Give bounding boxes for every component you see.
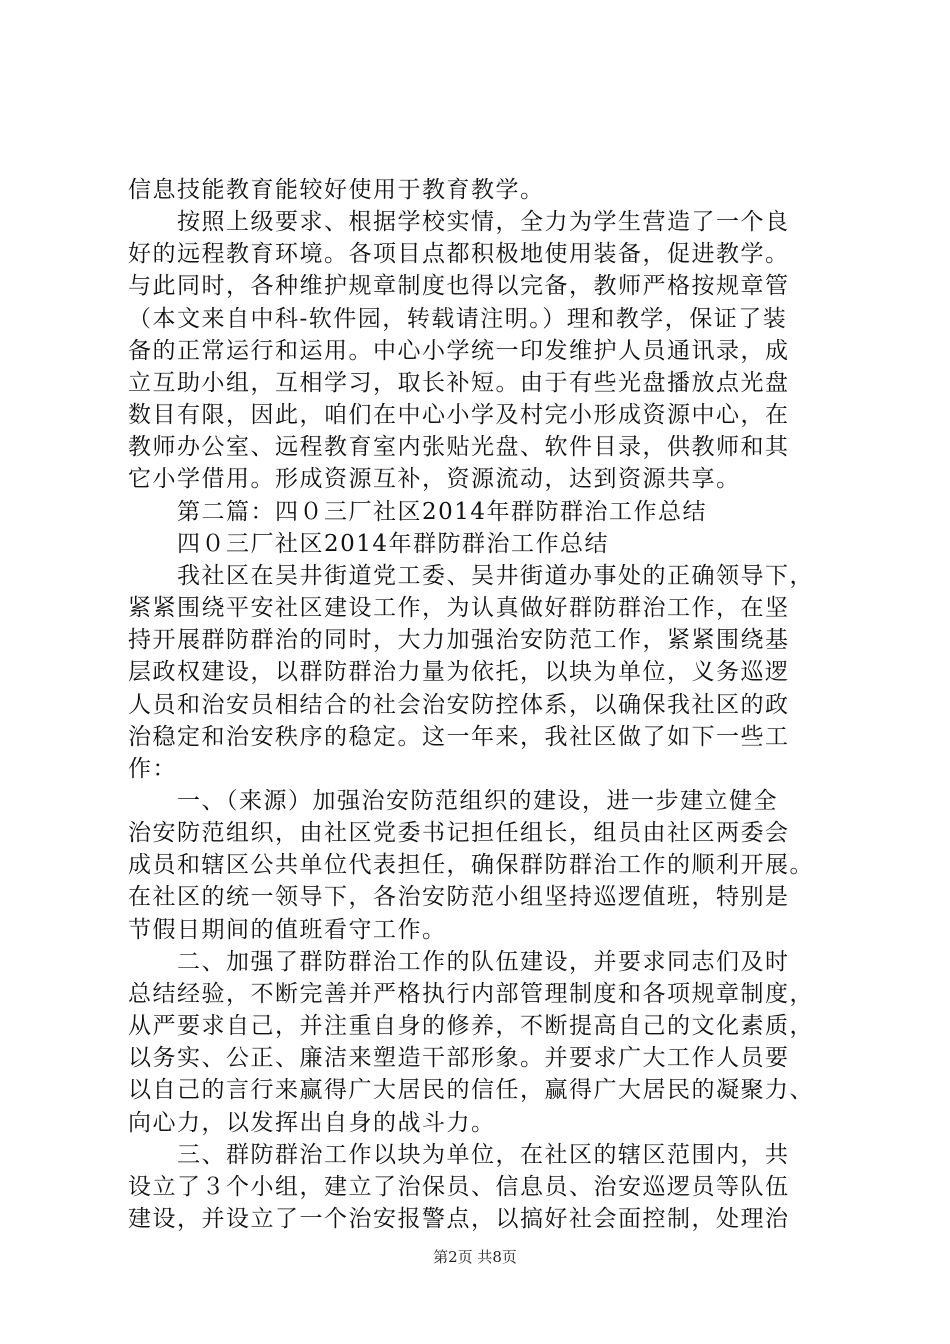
text-line: （本文来自中科-软件园，转载请注明。）理和教学，保证了装 <box>128 306 788 332</box>
text-line: 紧紧围绕平安社区建设工作，为认真做好群防群治工作，在坚 <box>128 595 790 621</box>
section-title: 第二篇：四０三厂社区2014年群防群治工作总结 <box>128 499 708 525</box>
text-line: 建设，并设立了一个治安报警点，以搞好社会面控制，处理治 <box>128 1206 790 1232</box>
text-line: 立互助小组，互相学习，取长补短。由于有些光盘播放点光盘 <box>128 370 790 396</box>
text-line: 好的远程教育环境。各项目点都积极地使用装备，促进教学。 <box>128 241 790 267</box>
text-line: 人员和治安员相结合的社会治安防控体系，以确保我社区的政 <box>128 692 790 718</box>
text-line: 总结经验，不断完善并严格执行内部管理制度和各项规章制度， <box>128 981 814 1007</box>
text-line: 我社区在吴井街道党工委、吴井街道办事处的正确领导下， <box>128 563 814 589</box>
text-line: 以务实、公正、廉洁来塑造干部形象。并要求广大工作人员要 <box>128 1045 790 1071</box>
text-line: 设立了３个小组，建立了治保员、信息员、治安巡逻员等队伍 <box>128 1174 790 1200</box>
text-line: 按照上级要求、根据学校实情，全力为学生营造了一个良 <box>128 209 790 235</box>
text-line: 三、群防群治工作以块为单位，在社区的辖区范围内，共 <box>128 1142 790 1168</box>
text-line: 数目有限，因此，咱们在中心小学及村完小形成资源中心，在 <box>128 402 790 428</box>
text-line: 备的正常运行和运用。中心小学统一印发维护人员通讯录，成 <box>128 338 790 364</box>
text-line: 治稳定和治安秩序的稳定。这一年来，我社区做了如下一些工 <box>128 724 790 750</box>
text-line: 节假日期间的值班看守工作。 <box>128 917 447 943</box>
text-line: 层政权建设，以群防群治力量为依托，以块为单位，义务巡逻 <box>128 659 790 685</box>
text-line: 以自己的言行来赢得广大居民的信任，赢得广大居民的凝聚力、 <box>128 1077 814 1103</box>
text-line: 作： <box>128 756 177 782</box>
text-line: 信息技能教育能较好使用于教育教学。 <box>128 177 545 203</box>
page-footer: 第2页 共8页 <box>433 1248 517 1266</box>
text-line: 与此同时，各种维护规章制度也得以完备，教师严格按规章管 <box>128 273 790 299</box>
text-line: 持开展群防群治的同时，大力加强治安防范工作，紧紧围绕基 <box>128 627 790 653</box>
text-line: 在社区的统一领导下，各治安防范小组坚持巡逻值班，特别是 <box>128 884 790 910</box>
text-line: 治安防范组织，由社区党委书记担任组长，组员由社区两委会 <box>128 820 790 846</box>
section-subtitle: 四０三厂社区2014年群防群治工作总结 <box>128 531 610 557</box>
text-line: 教师办公室、远程教育室内张贴光盘、软件目录，供教师和其 <box>128 434 790 460</box>
text-line: 从严要求自己，并注重自身的修养，不断提高自己的文化素质， <box>128 1013 814 1039</box>
text-line: 二、加强了群防群治工作的队伍建设，并要求同志们及时 <box>128 949 790 975</box>
text-line: 一、（来源）加强治安防范组织的建设，进一步建立健全 <box>128 788 778 814</box>
text-line: 成员和辖区公共单位代表担任，确保群防群治工作的顺利开展。 <box>128 852 814 878</box>
text-line: 它小学借用。形成资源互补，资源流动，达到资源共享。 <box>128 466 741 492</box>
text-line: 向心力，以发挥出自身的战斗力。 <box>128 1110 496 1136</box>
